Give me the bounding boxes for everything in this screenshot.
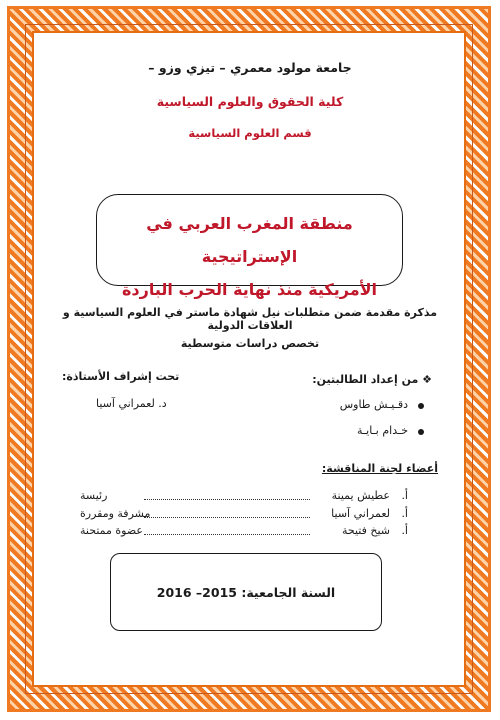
jury-label: أعضاء لجنة المناقشة: — [321, 462, 438, 475]
bullet-icon — [418, 403, 424, 409]
supervisor-name: د. لعمراني آسيا — [96, 397, 167, 410]
thesis-title-box — [96, 194, 403, 299]
supervisor-label: تحت إشراف الأستاذة: — [62, 370, 180, 383]
thesis-title-line-2: الأمريكية منذ نهاية الحرب الباردة — [121, 280, 377, 299]
jury-member-row — [80, 489, 420, 505]
dotted-leader — [144, 534, 310, 535]
bullet-icon — [418, 429, 424, 435]
memo-description: مذكرة مقدمة ضمن متطلبات نيل شهادة ماستر في العلوم السياسية و العلاقات الدولية — [62, 306, 438, 332]
academic-year-box — [110, 553, 382, 631]
student-name: دقـيـش طاوس — [339, 398, 408, 411]
jury-member-name: لعمراني آسيا — [331, 507, 390, 520]
thesis-title-line-1: منطقة المغرب العربي في الإستراتيجية — [146, 214, 353, 266]
department-name: قسم العلوم السياسية — [188, 126, 312, 140]
jury-member-row — [80, 507, 420, 523]
jury-member-name: شيخ فتيحة — [341, 524, 390, 537]
jury-member-role: مشرفة ومقررة — [80, 507, 151, 520]
university-name: جامعة مولود معمري – تيزي وزو – — [148, 60, 352, 75]
dotted-leader — [144, 517, 310, 518]
jury-member-row — [80, 524, 420, 540]
jury-member-name: عطيش يمينة — [331, 489, 390, 502]
specialization: تخصص دراسات متوسطية — [180, 337, 320, 350]
dotted-leader — [144, 499, 310, 500]
prepared-by-label: ❖ من إعداد الطالبتين: — [312, 373, 432, 386]
jury-member-role: عضوة ممتحنة — [80, 524, 143, 537]
student-name: خـدام بـايـة — [357, 424, 408, 437]
jury-member-role: رئيسة — [80, 489, 108, 502]
jury-member-prefix: أ. — [401, 489, 408, 502]
jury-member-prefix: أ. — [401, 507, 408, 520]
academic-year: السنة الجامعية: 2015– 2016 — [156, 585, 336, 600]
jury-member-prefix: أ. — [401, 524, 408, 537]
faculty-name: كلية الحقوق والعلوم السياسية — [156, 94, 344, 109]
